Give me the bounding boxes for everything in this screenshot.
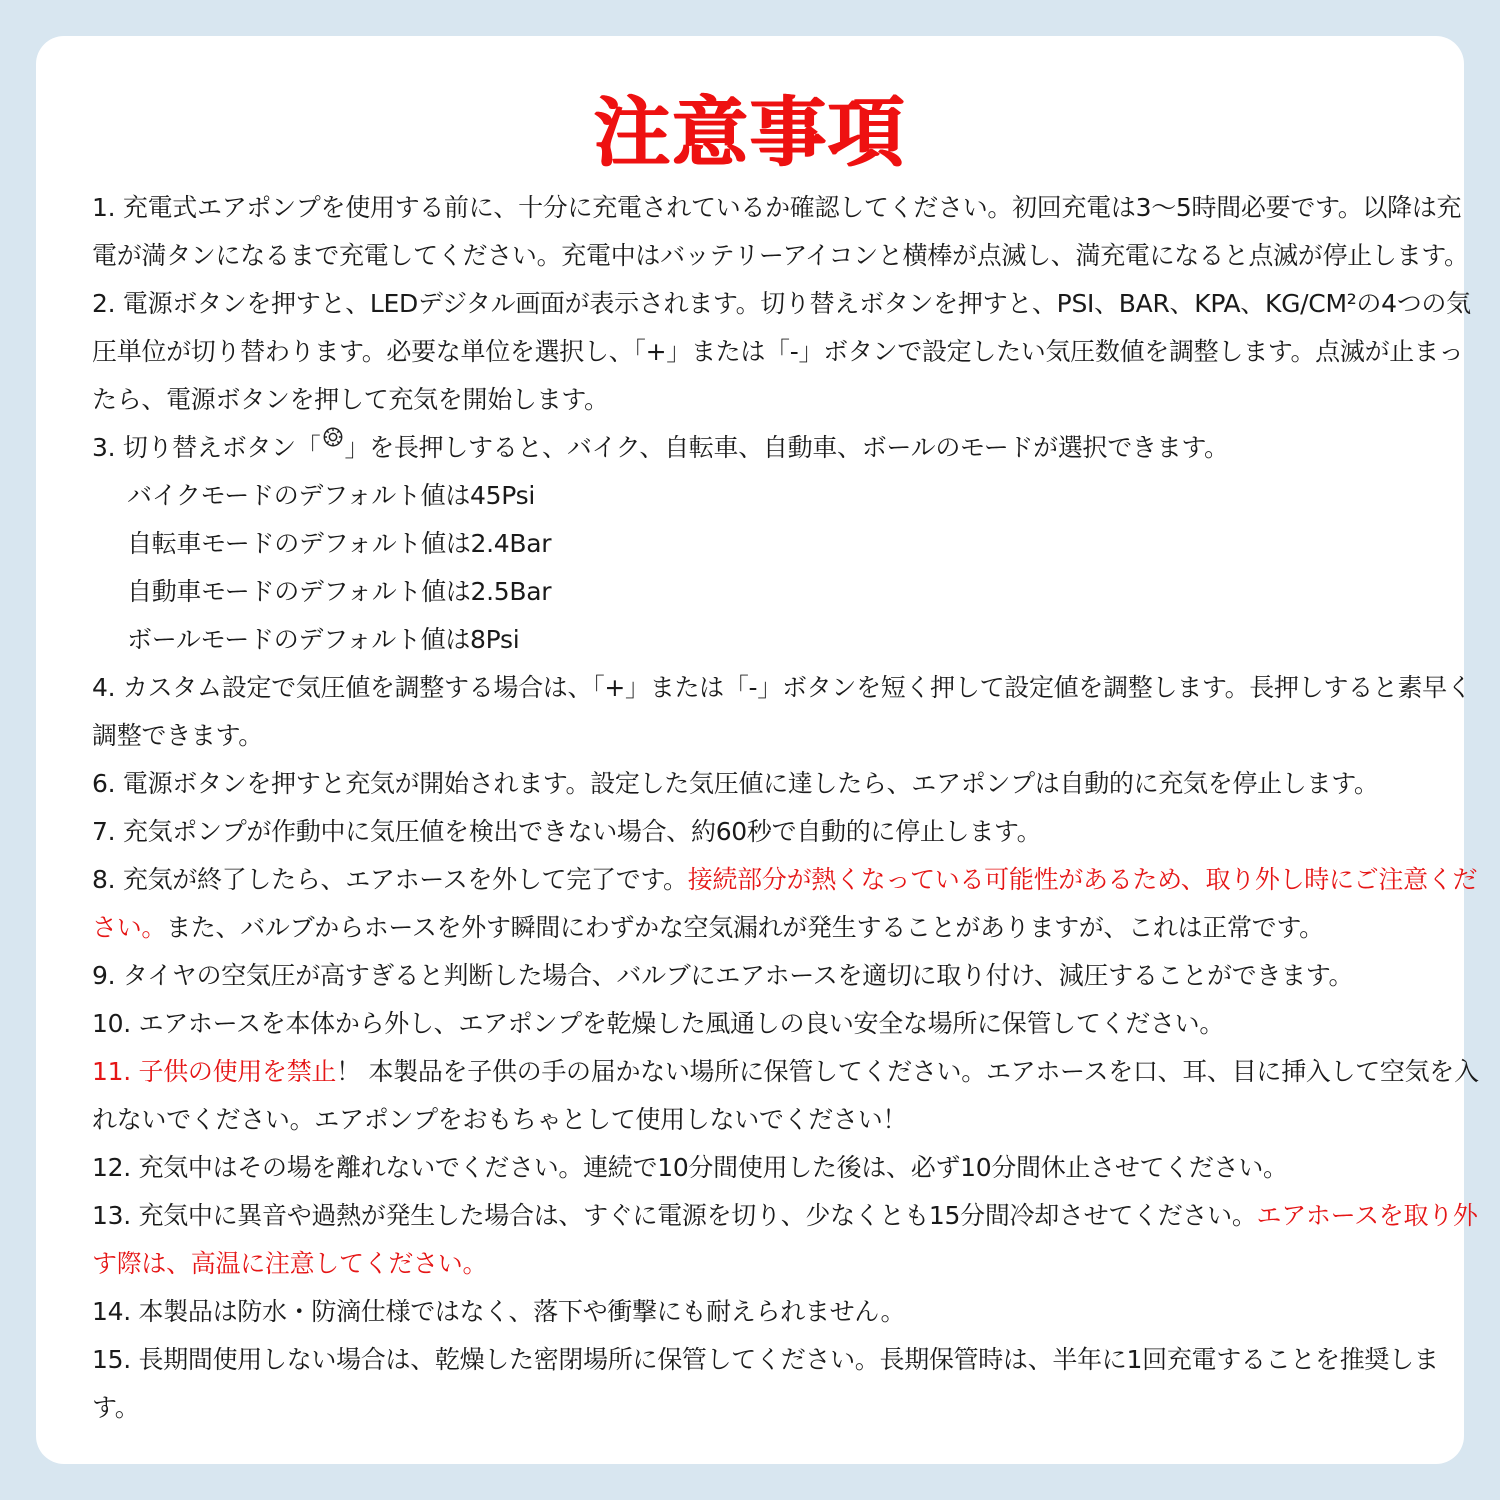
note-3 [92, 424, 1484, 472]
note-3-text-after: 」を長押しすると、バイク、自転車、自動車、ボールのモードが選択できます。 [344, 433, 1229, 462]
gear-icon [322, 426, 344, 448]
notes-list [92, 184, 1484, 1432]
note-14: 14. 本製品は防水・防滴仕様ではなく、落下や衝撃にも耐えられません。 [92, 1297, 906, 1326]
mode-car-default: 自動車モードのデフォルト値は2.5Bar [127, 577, 552, 606]
note-7: 7. 充気ポンプが作動中に気圧値を検出できない場合、約60秒で自動的に停止します。 [92, 817, 1042, 846]
note-11-text: ！ 本製品を子供の手の届かない場所に保管してください。エアホースを口、耳、目に挿入して空気を入れないでください。エアポンプをおもちゃとして使用しないでください！ [92, 1057, 1479, 1134]
notice-card [36, 36, 1479, 1464]
note-8 [92, 856, 1484, 952]
note-13-warning: エアホースを取り外す際は、高温に注意してください。 [92, 1201, 1478, 1278]
note-2: 2. 電源ボタンを押すと、LEDデジタル画面が表示されます。切り替えボタンを押すと、PSI、BAR、KPA、KG/CM²の4つの気圧単位が切り替わります。必要な単位を選択し、「+」または「-」ボタンで設定したい気圧数値を調整します。点滅が止まったら、電源ボタンを押して充気を開始します。 [92, 289, 1471, 414]
note-3-text-before: 3. 切り替えボタン「 [92, 433, 321, 462]
note-6: 6. 電源ボタンを押すと充気が開始されます。設定した気圧値に達したら、エアポンプは自動的に充気を停止します。 [92, 769, 1379, 798]
note-1: 1. 充電式エアポンプを使用する前に、十分に充電されているか確認してください。初回充電は3～5時間必要です。以降は充電が満タンになるまで充電してください。充電中はバッテリーアイコンと横棒が点滅し、満充電になると点滅が停止します。 [92, 193, 1469, 270]
note-13-text: 13. 充気中に異音や過熱が発生した場合は、すぐに電源を切り、少なくとも15分間冷却させてください。 [92, 1201, 1257, 1230]
note-13 [92, 1192, 1484, 1288]
note-8-text-2: また、バルブからホースを外す瞬間にわずかな空気漏れが発生することがありますが、これは正常です。 [166, 913, 1324, 942]
page-title: 注意事項 [594, 88, 906, 177]
note-8-warning: 接続部分が熱くなっている可能性があるため、取り外し時にご注意ください。 [92, 865, 1478, 942]
note-11 [92, 1048, 1484, 1144]
note-12: 12. 充気中はその場を離れないでください。連続で10分間使用した後は、必ず10分間休止させてください。 [92, 1153, 1288, 1182]
note-15: 15. 長期間使用しない場合は、乾燥した密閉場所に保管してください。長期保管時は、半年に1回充電することを推奨します。 [92, 1345, 1439, 1422]
note-4: 4. カスタム設定で気圧値を調整する場合は、「+」または「-」ボタンを短く押して設定値を調整します。長押しすると素早く調整できます。 [92, 673, 1472, 750]
note-8-text: 8. 充気が終了したら、エアホースを外して完了です。 [92, 865, 688, 894]
mode-ball-default: ボールモードのデフォルト値は8Psi [127, 625, 520, 654]
note-10: 10. エアホースを本体から外し、エアポンプを乾燥した風通しの良い安全な場所に保管してください。 [92, 1009, 1225, 1038]
mode-bicycle-default: 自転車モードのデフォルト値は2.4Bar [127, 529, 552, 558]
note-11-warning: 11. 子供の使用を禁止 [92, 1057, 337, 1086]
mode-bike-default: バイクモードのデフォルト値は45Psi [127, 481, 535, 510]
note-9: 9. タイヤの空気圧が高すぎると判断した場合、バルブにエアホースを適切に取り付け、減圧することができます。 [92, 961, 1354, 990]
